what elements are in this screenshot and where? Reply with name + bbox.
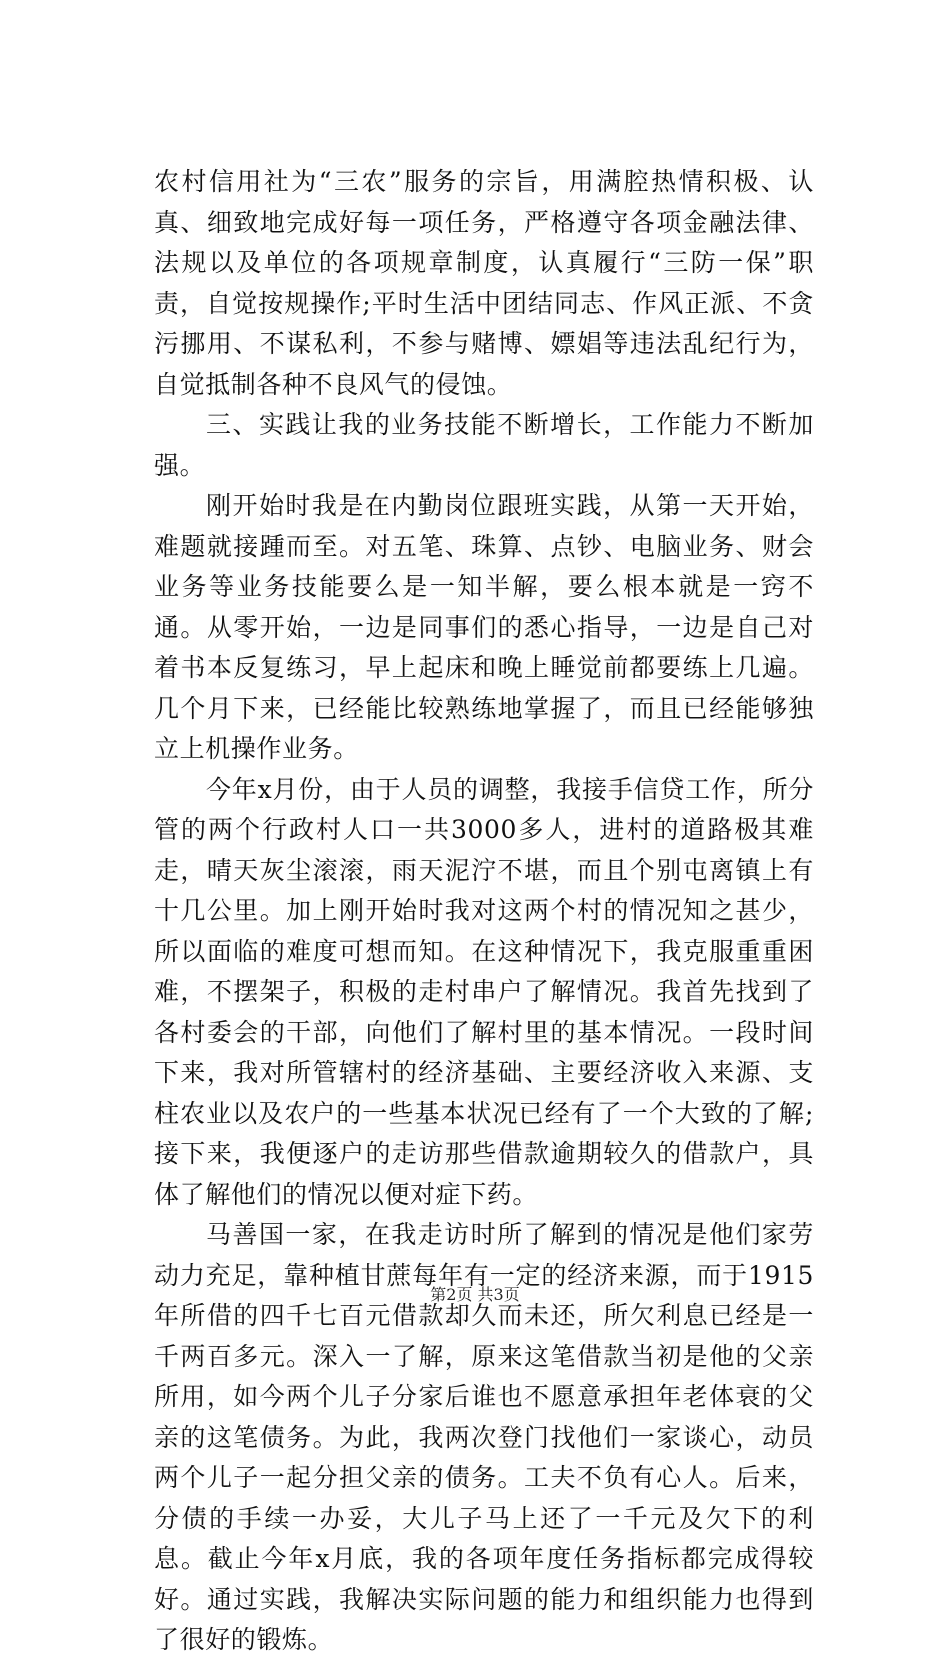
- paragraph-continuation: 农村信用社为“三农”服务的宗旨，用满腔热情积极、认真、细致地完成好每一项任务，严格遵守各项金融法律、法规以及单位的各项规章制度，认真履行“三防一保”职责，自觉按规操作;平时生活中团结同志、作风正派、不贪污挪用、不谋私利，不参与赌博、嫖娼等违法乱纪行为，自觉抵制各种不良风气的侵蚀。: [154, 167, 814, 399]
- paragraph-internal-training: 刚开始时我是在内勤岗位跟班实践，从第一天开始，难题就接踵而至。对五笔、珠算、点钞、电脑业务、财会业务等业务技能要么是一知半解，要么根本就是一窍不通。从零开始，一边是同事们的悉心指导，一边是自己对着书本反复练习，早上起床和晚上睡觉前都要练上几遍。几个月下来，已经能比较熟练地掌握了，而且已经能够独立上机操作业务。: [154, 491, 814, 763]
- paragraph-case-example: 马善国一家，在我走访时所了解到的情况是他们家劳动力充足，靠种植甘蔗每年有一定的经济来源，而于1915年所借的四千七百元借款却久而未还，所欠利息已经是一千两百多元。深入一了解，原来这笔借款当初是他的父亲所用，如今两个儿子分家后谁也不愿意承担年老体衰的父亲的这笔债务。为此，我两次登门找他们一家谈心，动员两个儿子一起分担父亲的债务。工夫不负有心人。后来，分债的手续一办妥，大儿子马上还了一千元及欠下的利息。截止今年x月底，我的各项年度任务指标都完成得较好。通过实践，我解决实际问题的能力和组织能力也得到了很好的锻炼。: [154, 1220, 814, 1654]
- document-body: [154, 162, 814, 1661]
- section-heading: 三、实践让我的业务技能不断增长，工作能力不断加强。: [154, 410, 814, 480]
- page-number-footer: 第2页 共3页: [430, 1285, 520, 1304]
- paragraph-credit-work: 今年x月份，由于人员的调整，我接手信贷工作，所分管的两个行政村人口一共3000多人，进村的道路极其难走，晴天灰尘滚滚，雨天泥泞不堪，而且个别屯离镇上有十几公里。加上刚开始时我对这两个村的情况知之甚少，所以面临的难度可想而知。在这种情况下，我克服重重困难，不摆架子，积极的走村串户了解情况。我首先找到了各村委会的干部，向他们了解村里的基本情况。一段时间下来，我对所管辖村的经济基础、主要经济收入来源、支柱农业以及农户的一些基本状况已经有了一个大致的了解;接下来，我便逐户的走访那些借款逾期较久的借款户，具体了解他们的情况以便对症下药。: [154, 774, 814, 1209]
